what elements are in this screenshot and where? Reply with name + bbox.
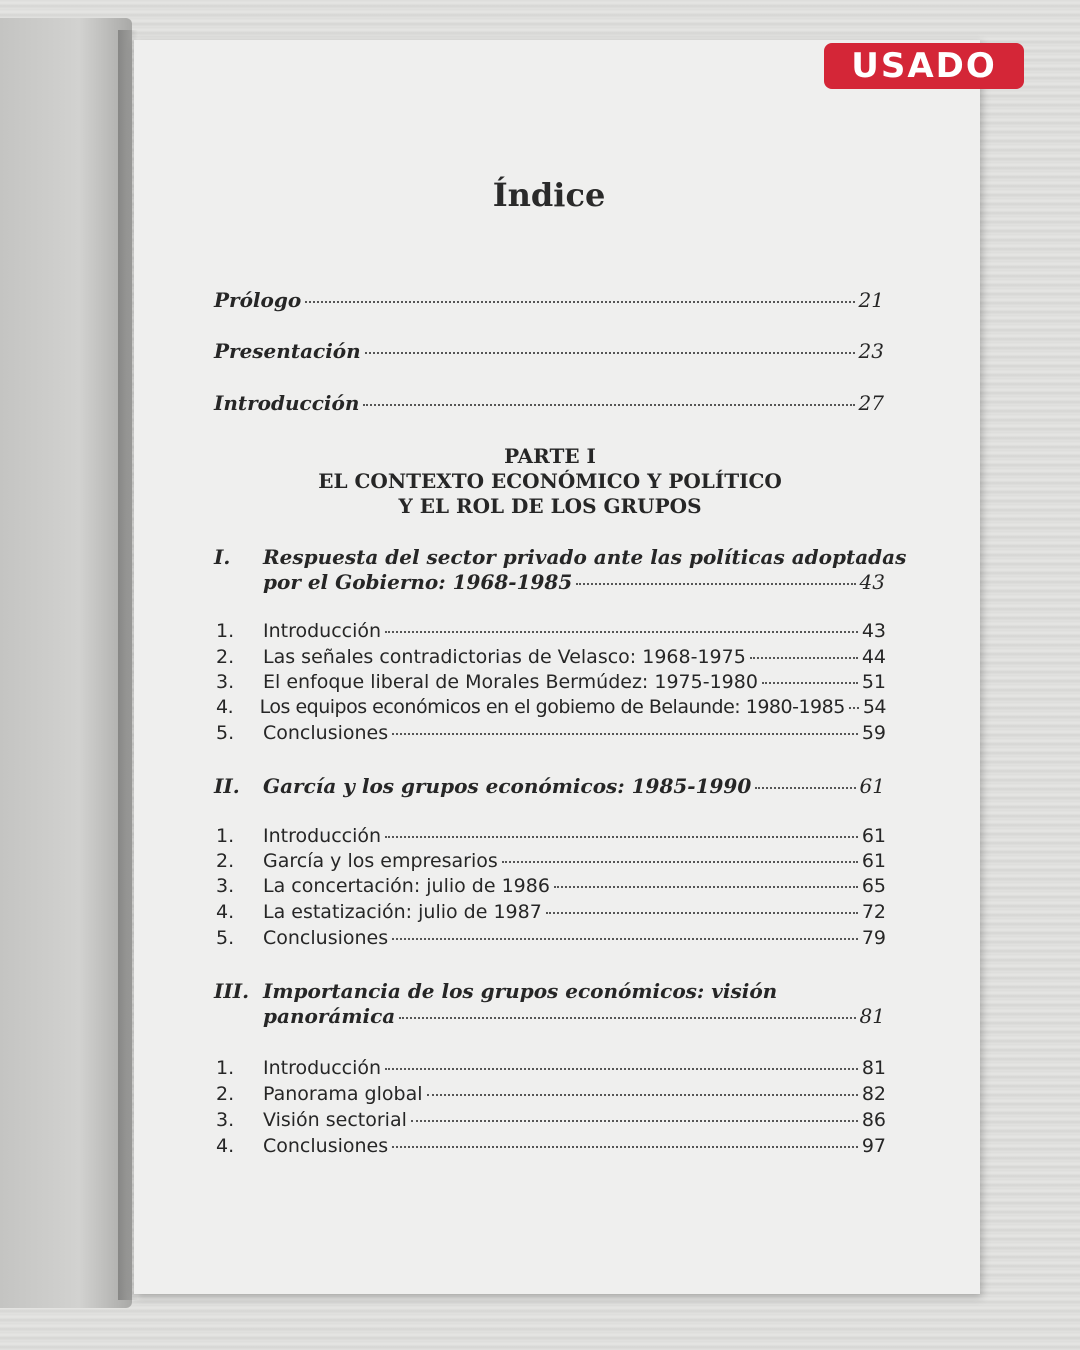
section-number: 3. <box>216 875 235 897</box>
section-label: Los equipos económicos en el gobiemo de Belaunde: 1980-1985 <box>259 696 845 718</box>
toc-section[interactable] <box>216 620 886 642</box>
section-number: 2. <box>216 646 235 668</box>
toc-section[interactable] <box>216 722 886 744</box>
chapter-title-line2: por el Gobierno: 1968-1985 <box>263 570 573 594</box>
toc-page-number: 61 <box>861 850 886 872</box>
part-number: PARTE I <box>504 444 596 468</box>
toc-entry-label: Introducción <box>214 391 360 415</box>
dot-leader <box>305 301 854 303</box>
toc-page-number: 21 <box>858 288 884 312</box>
dot-leader <box>385 836 858 838</box>
section-label: Introducción <box>263 825 382 847</box>
toc-section[interactable] <box>216 825 886 847</box>
toc-section[interactable] <box>216 696 886 718</box>
toc-entry-label: Prólogo <box>214 288 302 312</box>
toc-entry-label: Presentación <box>214 339 361 363</box>
dot-leader <box>576 583 855 585</box>
section-number: 5. <box>216 722 235 744</box>
dot-leader <box>363 404 854 406</box>
dot-leader <box>554 886 858 888</box>
dot-leader <box>755 787 855 789</box>
toc-page-number: 97 <box>861 1135 886 1157</box>
toc-chapter-2[interactable] <box>263 774 885 798</box>
dot-leader <box>849 707 859 709</box>
section-label: La estatización: julio de 1987 <box>263 901 542 923</box>
dot-leader <box>762 682 858 684</box>
toc-page-number: 23 <box>858 339 884 363</box>
section-number: 4. <box>216 901 235 923</box>
toc-page-number: 86 <box>861 1109 886 1131</box>
toc-page-number: 27 <box>858 391 884 415</box>
section-label: Conclusiones <box>263 1135 389 1157</box>
chapter-title-line1[interactable]: Importancia de los grupos económicos: visión <box>263 979 778 1003</box>
section-label: Visión sectorial <box>263 1109 407 1131</box>
toc-page-number: 43 <box>859 570 885 594</box>
toc-page-number: 82 <box>861 1083 886 1105</box>
section-number: 4. <box>216 696 234 718</box>
chapter-title-line1: García y los grupos económicos: 1985-1990 <box>263 774 752 798</box>
dot-leader <box>392 733 858 735</box>
chapter-number: II. <box>214 774 240 798</box>
chapter-title-line1[interactable]: Respuesta del sector privado ante las políticas adoptadas <box>263 545 907 569</box>
toc-section[interactable] <box>216 671 886 693</box>
toc-section[interactable] <box>216 927 886 949</box>
toc-entry-introduccion[interactable] <box>214 391 884 415</box>
section-label: La concertación: julio de 1986 <box>263 875 550 897</box>
dot-leader <box>546 912 858 914</box>
section-label: Introducción <box>263 1057 382 1079</box>
dot-leader <box>750 657 858 659</box>
dot-leader <box>385 1068 858 1070</box>
page-title: Índice <box>492 176 606 214</box>
dot-leader <box>399 1017 855 1019</box>
toc-page-number: 51 <box>861 671 886 693</box>
toc-page-number: 72 <box>861 901 886 923</box>
chapter-title-line2: panorámica <box>263 1004 396 1028</box>
toc-page-number: 59 <box>861 722 886 744</box>
toc-page-number: 61 <box>859 774 885 798</box>
dot-leader <box>502 861 858 863</box>
section-number: 4. <box>216 1135 235 1157</box>
chapter-number: I. <box>214 545 231 569</box>
part-title-line1: EL CONTEXTO ECONÓMICO Y POLÍTICO <box>318 469 782 493</box>
section-number: 3. <box>216 1109 235 1131</box>
toc-page-number: 65 <box>861 875 886 897</box>
toc-section[interactable] <box>216 1057 886 1079</box>
section-number: 2. <box>216 850 235 872</box>
toc-page-number: 43 <box>861 620 886 642</box>
toc-chapter-1[interactable] <box>263 570 885 594</box>
toc-page-number: 81 <box>859 1004 885 1028</box>
section-label: Conclusiones <box>263 927 389 949</box>
toc-section[interactable] <box>216 646 886 668</box>
dot-leader <box>411 1120 858 1122</box>
section-label: Las señales contradictorias de Velasco: 1968-1975 <box>263 646 746 668</box>
toc-section[interactable] <box>216 901 886 923</box>
section-label: García y los empresarios <box>263 850 498 872</box>
section-label: Conclusiones <box>263 722 389 744</box>
dot-leader <box>392 1146 858 1148</box>
toc-section[interactable] <box>216 1083 886 1105</box>
toc-page-number: 61 <box>861 825 886 847</box>
section-label: Introducción <box>263 620 382 642</box>
toc-section[interactable] <box>216 850 886 872</box>
used-badge: USADO <box>824 43 1024 89</box>
part-title-line2: Y EL ROL DE LOS GRUPOS <box>398 494 702 518</box>
dot-leader <box>365 352 855 354</box>
toc-section[interactable] <box>216 1109 886 1131</box>
section-label: Panorama global <box>263 1083 423 1105</box>
section-number: 1. <box>216 620 235 642</box>
dot-leader <box>385 631 858 633</box>
part-heading <box>240 444 860 519</box>
chapter-number: III. <box>214 979 250 1003</box>
dot-leader <box>392 938 858 940</box>
toc-section[interactable] <box>216 875 886 897</box>
section-number: 5. <box>216 927 235 949</box>
section-number: 1. <box>216 1057 235 1079</box>
section-number: 2. <box>216 1083 235 1105</box>
toc-page-number: 79 <box>861 927 886 949</box>
toc-page-number: 44 <box>861 646 886 668</box>
left-page <box>0 18 132 1308</box>
dot-leader <box>427 1094 858 1096</box>
section-label: El enfoque liberal de Morales Bermúdez: 1975-1980 <box>263 671 758 693</box>
toc-page-number: 81 <box>861 1057 886 1079</box>
toc-page-number: 54 <box>862 696 886 718</box>
toc-section[interactable] <box>216 1135 886 1157</box>
toc-chapter-3[interactable] <box>263 1004 885 1028</box>
toc-entry-presentacion[interactable] <box>214 339 884 363</box>
toc-entry-prologo[interactable] <box>214 288 884 312</box>
section-number: 1. <box>216 825 235 847</box>
section-number: 3. <box>216 671 235 693</box>
